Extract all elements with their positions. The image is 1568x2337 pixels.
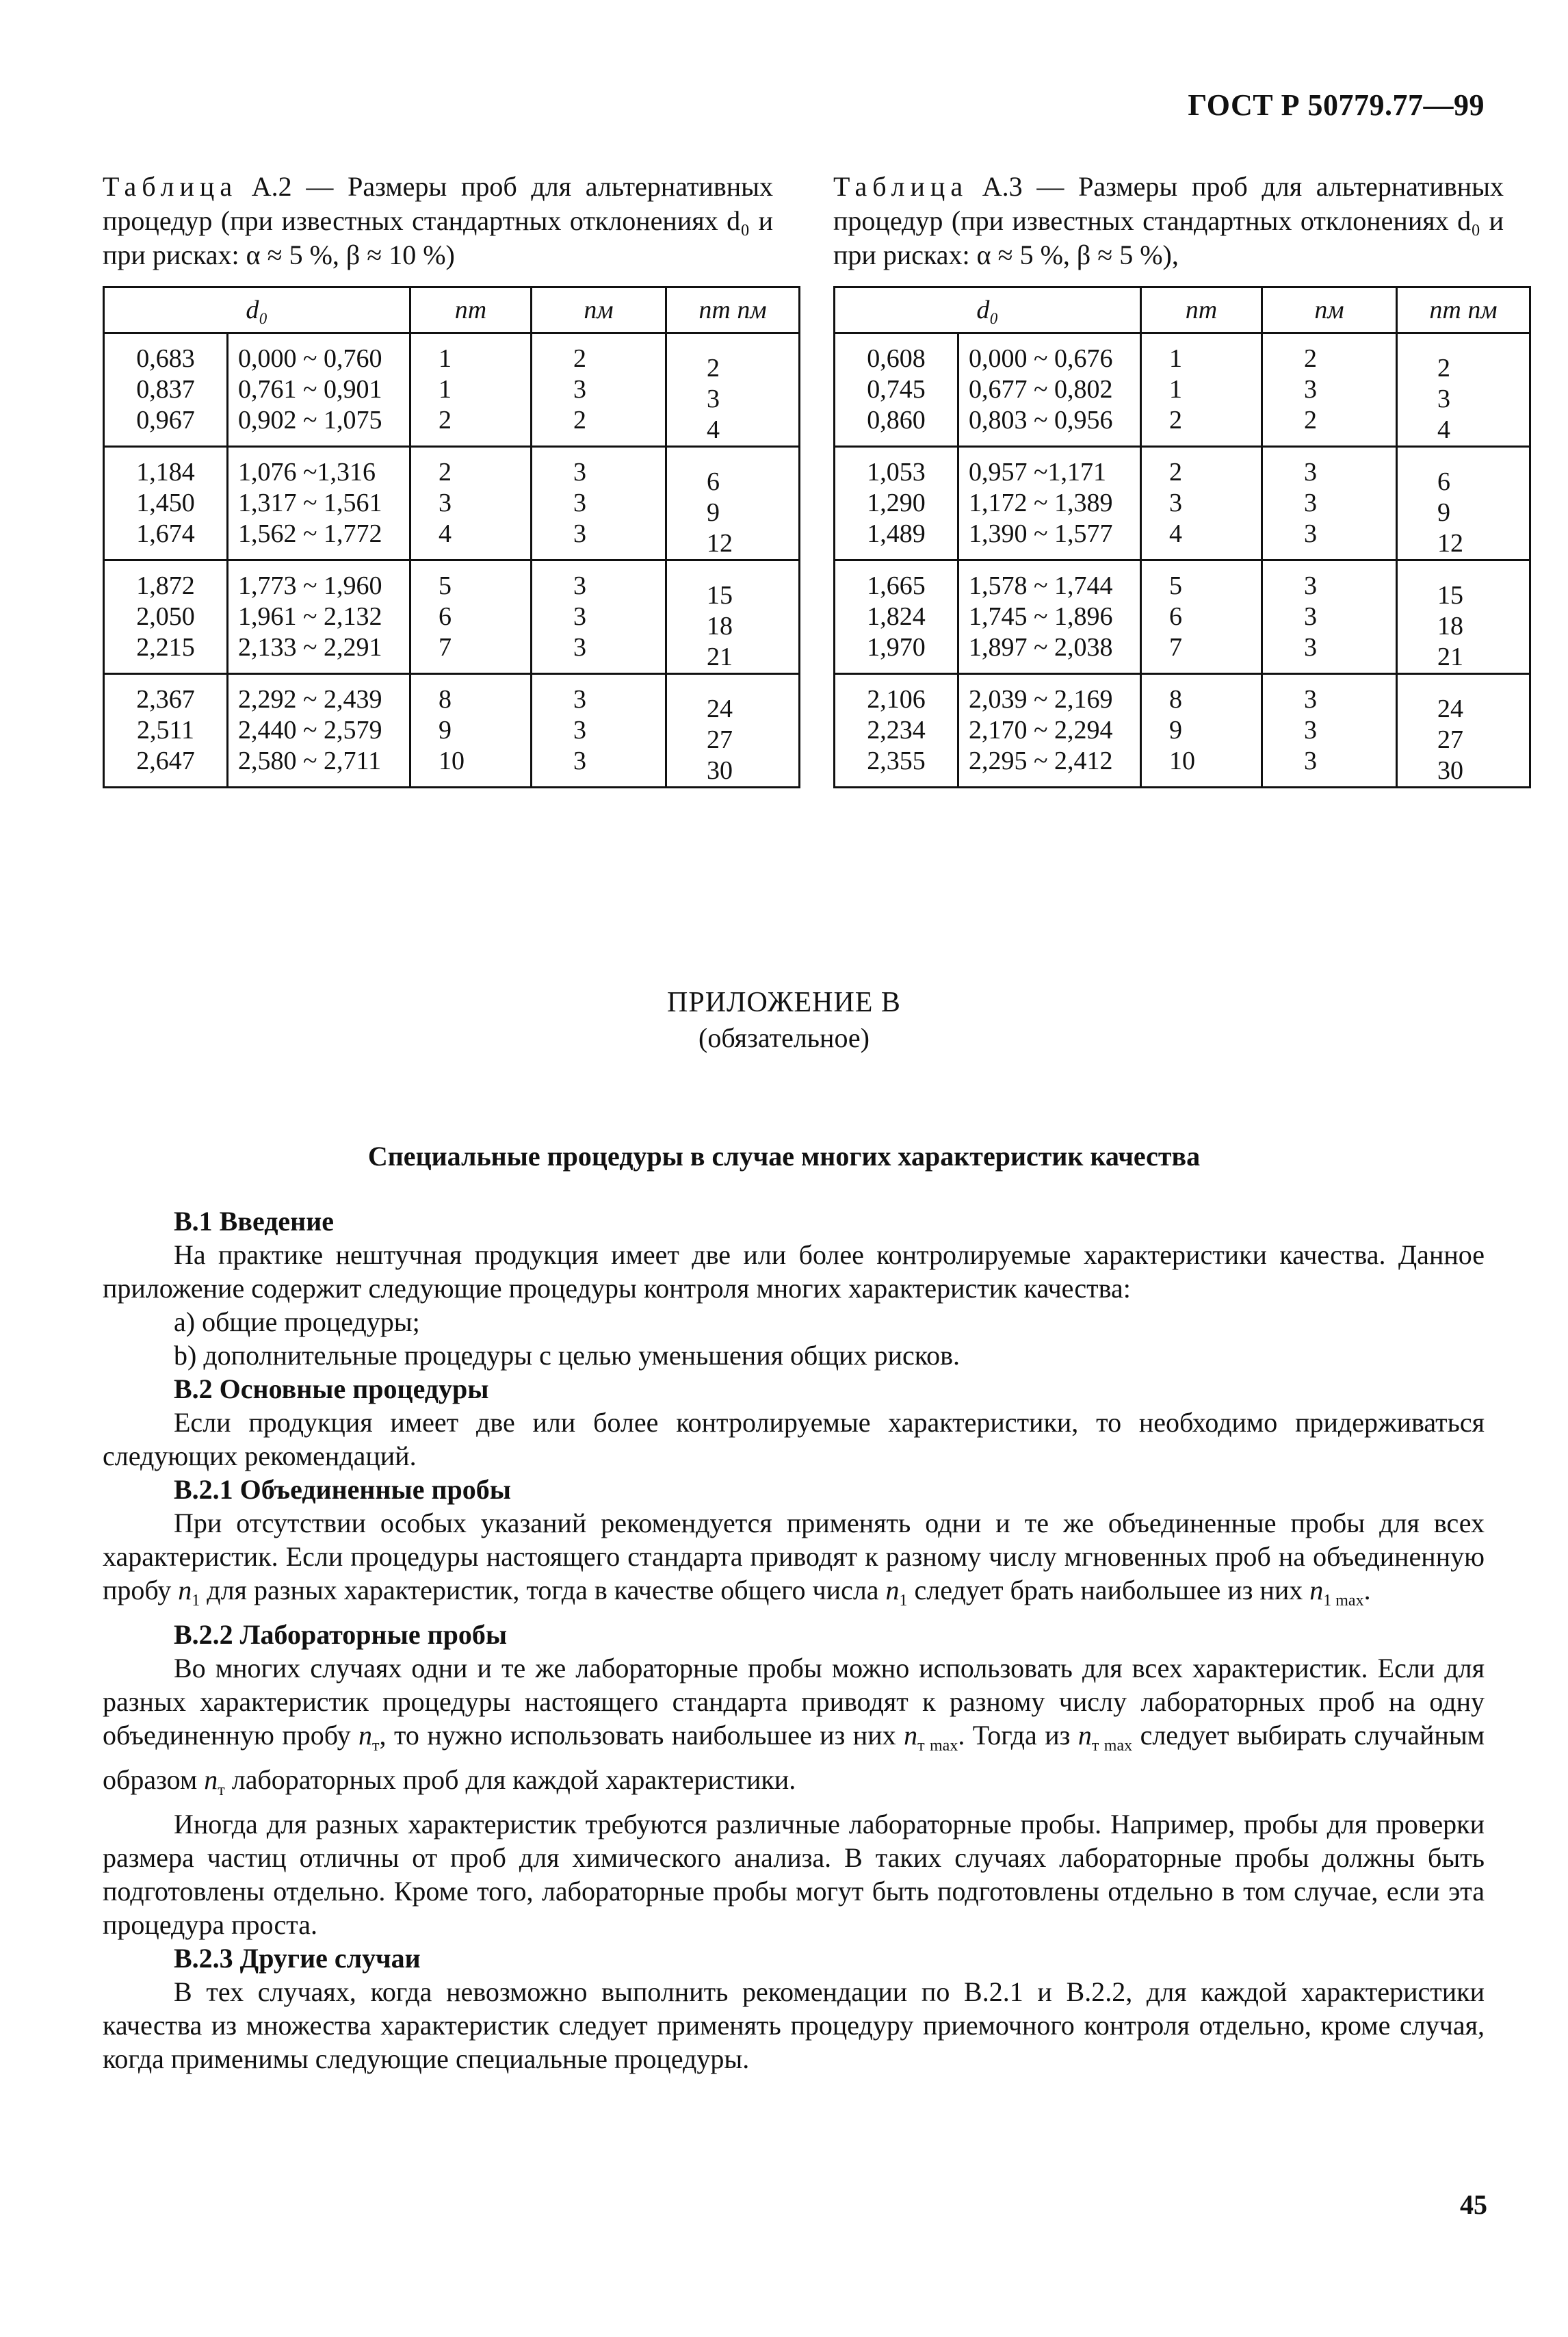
cell-value: 18 <box>1437 612 1463 641</box>
table-cell-nm <box>1262 674 1397 788</box>
cell-value: 2,367 <box>136 685 195 714</box>
cell-value: 30 <box>1437 756 1463 785</box>
cell-value: 2 <box>707 354 720 383</box>
cell-value: 1,290 <box>867 489 926 517</box>
cell-value: 2,215 <box>136 633 195 662</box>
table-cell-prod <box>666 674 800 788</box>
cell-value: 3 <box>1304 747 1317 775</box>
cell-value: 2,170 ~ 2,294 <box>969 716 1113 745</box>
table-cell-nt <box>1141 447 1262 560</box>
table-a2 <box>103 286 800 788</box>
cell-value: 5 <box>1169 571 1182 600</box>
cell-value: 0,837 <box>136 375 195 404</box>
cell-value: 24 <box>1437 695 1463 723</box>
heading-b21: В.2.1 Объединенные пробы <box>174 1474 512 1505</box>
cell-value: 27 <box>707 725 733 754</box>
cell-value: 3 <box>573 375 586 404</box>
table-cell-nt <box>1141 560 1262 674</box>
cell-value: 1,665 <box>867 571 926 600</box>
cell-value: 0,608 <box>867 344 926 373</box>
cell-value: 6 <box>1437 467 1450 496</box>
cell-value: 1,897 ~ 2,038 <box>969 633 1113 662</box>
cell-value: 1,562 ~ 1,772 <box>238 519 382 548</box>
cell-value: 6 <box>707 467 720 496</box>
table-cell-prod <box>1397 333 1530 447</box>
table-cell-prod <box>666 333 800 447</box>
header-d0: d₀ <box>835 287 1141 333</box>
cell-value: 4 <box>1437 415 1450 444</box>
cell-value: 2,292 ~ 2,439 <box>238 685 382 714</box>
cell-value: 1,053 <box>867 458 926 487</box>
cell-value: 4 <box>1169 519 1182 548</box>
cell-value: 2 <box>1437 354 1450 383</box>
cell-value: 9 <box>1169 716 1182 745</box>
cell-value: 1,970 <box>867 633 926 662</box>
cell-value: 3 <box>1304 489 1317 517</box>
table-row <box>104 447 800 560</box>
header-d0: d₀ <box>104 287 410 333</box>
standard-header: ГОСТ Р 50779.77—99 <box>1188 88 1485 122</box>
paragraph-b2: Если продукция имеет две или более контролируемые характеристики, то необходимо придерживаться следующих рекомендаций. <box>103 1407 1485 1471</box>
cell-value: 3 <box>1304 571 1317 600</box>
cell-value: 3 <box>1304 375 1317 404</box>
body-text <box>103 1204 1485 2076</box>
table-row <box>104 560 800 674</box>
table-cell-range <box>958 333 1141 447</box>
cell-value: 0,902 ~ 1,075 <box>238 406 382 435</box>
cell-value: 8 <box>439 685 452 714</box>
table-a3-caption <box>833 170 1504 272</box>
cell-value: 3 <box>573 747 586 775</box>
table-cell-d0 <box>835 333 958 447</box>
cell-value: 1,450 <box>136 489 195 517</box>
table-cell-d0 <box>835 560 958 674</box>
list-item-a: а) общие процедуры; <box>174 1306 420 1337</box>
cell-value: 1,961 ~ 2,132 <box>238 602 382 631</box>
cell-value: 10 <box>1169 747 1195 775</box>
table-cell-range <box>228 333 410 447</box>
cell-value: 0,000 ~ 0,676 <box>969 344 1113 373</box>
table-cell-range <box>228 674 410 788</box>
cell-value: 1,773 ~ 1,960 <box>238 571 382 600</box>
table-cell-prod <box>666 447 800 560</box>
table-row <box>835 674 1530 788</box>
cell-value: 2,050 <box>136 602 195 631</box>
table-row <box>835 333 1530 447</box>
paragraph-b22-1: Во многих случаях одни и те же лабораторные пробы можно использовать для всех характеристик. Если для разных характеристик процедуры настоящего стандарта приводят к разному числу лабораторных проб на одну объединенную пробу $n_т$, то нужно использовать наибольшее из них $n_{т max}$. Тогда из $n_{т max}$ следует выбирать случайным образом $n_т$ лабораторных проб для каждой характеристики. <box>103 1653 1485 1799</box>
cell-value: 1,076 ~1,316 <box>238 458 376 487</box>
table-row <box>835 560 1530 674</box>
cell-value: 15 <box>707 581 733 610</box>
cell-value: 3 <box>573 716 586 745</box>
table-a2-caption-prefix: Таблица <box>103 171 238 202</box>
table-cell-nm <box>1262 333 1397 447</box>
table-cell-d0 <box>104 674 228 788</box>
table-header-row <box>835 287 1530 333</box>
cell-value: 2,511 <box>136 716 195 745</box>
cell-value: 1,184 <box>136 458 195 487</box>
cell-value: 2 <box>439 458 452 487</box>
cell-value: 2,106 <box>867 685 926 714</box>
heading-b23: В.2.3 Другие случаи <box>174 1943 421 1974</box>
table-header-row <box>104 287 800 333</box>
table-a3-caption-prefix: Таблица <box>833 171 969 202</box>
cell-value: 0,803 ~ 0,956 <box>969 406 1113 435</box>
table-cell-prod <box>1397 560 1530 674</box>
table-cell-nm <box>532 333 666 447</box>
table-cell-nt <box>410 447 532 560</box>
heading-b2: В.2 Основные процедуры <box>174 1373 489 1404</box>
cell-value: 2,295 ~ 2,412 <box>969 747 1113 775</box>
cell-value: 4 <box>439 519 452 548</box>
cell-value: 10 <box>439 747 465 775</box>
cell-value: 12 <box>707 529 733 558</box>
table-cell-prod <box>1397 447 1530 560</box>
cell-value: 2,440 ~ 2,579 <box>238 716 382 745</box>
paragraph-b22-2: Иногда для разных характеристик требуются различные лабораторные пробы. Например, пробы для проверки размера частиц отличны от проб для химического анализа. В таких случаях лабораторные пробы должны быть подготовлены отдельно. Кроме того, лабораторные пробы могут быть подготовлены отдельно в том случае, если эта процедура проста. <box>103 1809 1485 1940</box>
cell-value: 3 <box>573 519 586 548</box>
cell-value: 5 <box>439 571 452 600</box>
table-cell-range <box>228 447 410 560</box>
header-nt: nт <box>410 287 532 333</box>
cell-value: 1,745 ~ 1,896 <box>969 602 1113 631</box>
cell-value: 2 <box>573 406 586 435</box>
cell-value: 1,578 ~ 1,744 <box>969 571 1113 600</box>
header-nt-nm: nт nм <box>666 287 800 333</box>
table-cell-nt <box>410 674 532 788</box>
table-cell-range <box>228 560 410 674</box>
cell-value: 1 <box>439 344 452 373</box>
appendix-title: ПРИЛОЖЕНИЕ В <box>667 987 901 1018</box>
header-nt-nm: nт nм <box>1397 287 1530 333</box>
table-cell-nm <box>1262 447 1397 560</box>
cell-value: 7 <box>439 633 452 662</box>
cell-value: 3 <box>1304 519 1317 548</box>
cell-value: 12 <box>1437 529 1463 558</box>
cell-value: 21 <box>1437 643 1463 671</box>
cell-value: 6 <box>1169 602 1182 631</box>
table-cell-prod <box>1397 674 1530 788</box>
table-row <box>835 447 1530 560</box>
section-title: Специальные процедуры в случае многих характеристик качества <box>367 1141 1201 1172</box>
cell-value: 3 <box>1304 602 1317 631</box>
cell-value: 9 <box>707 498 720 527</box>
cell-value: 2 <box>1304 406 1317 435</box>
cell-value: 2,580 ~ 2,711 <box>238 747 382 775</box>
cell-value: 2,647 <box>136 747 195 775</box>
cell-value: 0,745 <box>867 375 926 404</box>
cell-value: 7 <box>1169 633 1182 662</box>
cell-value: 2 <box>439 406 452 435</box>
cell-value: 3 <box>573 571 586 600</box>
cell-value: 3 <box>1304 458 1317 487</box>
cell-value: 2,133 ~ 2,291 <box>238 633 382 662</box>
cell-value: 1 <box>1169 344 1182 373</box>
cell-value: 2,234 <box>867 716 926 745</box>
cell-value: 3 <box>439 489 452 517</box>
cell-value: 2,355 <box>867 747 926 775</box>
cell-value: 2 <box>573 344 586 373</box>
cell-value: 1,674 <box>136 519 195 548</box>
table-a3-caption-number: А.3 <box>982 171 1023 202</box>
cell-value: 3 <box>707 385 720 413</box>
cell-value: 6 <box>439 602 452 631</box>
cell-value: 0,860 <box>867 406 926 435</box>
cell-value: 9 <box>439 716 452 745</box>
header-nm: nм <box>1262 287 1397 333</box>
cell-value: 27 <box>1437 725 1463 754</box>
table-cell-nt <box>410 333 532 447</box>
cell-value: 0,761 ~ 0,901 <box>238 375 382 404</box>
table-cell-prod <box>666 560 800 674</box>
table-cell-d0 <box>835 447 958 560</box>
table-row <box>104 674 800 788</box>
heading-b1: В.1 Введение <box>174 1206 335 1237</box>
cell-value: 3 <box>573 489 586 517</box>
header-nt: nт <box>1141 287 1262 333</box>
list-item-b: b) дополнительные процедуры с целью уменьшения общих рисков. <box>174 1340 961 1371</box>
cell-value: 0,967 <box>136 406 195 435</box>
table-a3-body <box>835 333 1530 788</box>
cell-value: 0,683 <box>136 344 195 373</box>
cell-value: 21 <box>707 643 733 671</box>
table-cell-nm <box>532 447 666 560</box>
paragraph-b1: На практике нештучная продукция имеет две или более контролируемые характеристики качества. Данное приложение содержит следующие процедуры контроля многих характеристик качества: <box>103 1239 1485 1304</box>
table-a2-caption <box>103 170 773 272</box>
cell-value: 1 <box>1169 375 1182 404</box>
paragraph-b23: В тех случаях, когда невозможно выполнить рекомендации по В.2.1 и В.2.2, для каждой характеристики качества из множества характеристик следует применять процедуру приемочного контроля отдельно, кроме случая, когда применимы следующие специальные процедуры. <box>103 1976 1485 2074</box>
cell-value: 3 <box>1437 385 1450 413</box>
paragraph-b21: При отсутствии особых указаний рекомендуется применять одни и те же объединенные пробы для всех характеристик. Если процедуры настоящего стандарта приводят к разному числу мгновенных проб на объединенную пробу $n_1$ для разных характеристик, тогда в качестве общего числа $n_1$ следует брать наибольшее из них $n_{1 max}$. <box>103 1508 1485 1610</box>
cell-value: 3 <box>573 685 586 714</box>
appendix-subtitle: (обязательное) <box>698 1022 870 1053</box>
table-row <box>104 333 800 447</box>
cell-value: 2 <box>1169 458 1182 487</box>
cell-value: 3 <box>1304 633 1317 662</box>
cell-value: 3 <box>573 633 586 662</box>
table-cell-nm <box>532 674 666 788</box>
cell-value: 1 <box>439 375 452 404</box>
cell-value: 9 <box>1437 498 1450 527</box>
cell-value: 0,957 ~1,171 <box>969 458 1107 487</box>
cell-value: 24 <box>707 695 733 723</box>
cell-value: 15 <box>1437 581 1463 610</box>
table-cell-d0 <box>835 674 958 788</box>
cell-value: 1,172 ~ 1,389 <box>969 489 1113 517</box>
table-cell-nt <box>1141 333 1262 447</box>
cell-value: 1,872 <box>136 571 195 600</box>
table-cell-range <box>958 674 1141 788</box>
table-cell-nt <box>410 560 532 674</box>
cell-value: 2 <box>1169 406 1182 435</box>
table-a2-caption-number: А.2 <box>251 171 292 202</box>
table-cell-nm <box>532 560 666 674</box>
table-a3-caption-text: — Размеры проб для альтернативных процедур (при известных стандартных отклонениях d₀ и при рисках: α ≈ 5 %, β ≈ 5 %), <box>833 171 1504 270</box>
table-cell-d0 <box>104 560 228 674</box>
cell-value: 3 <box>573 458 586 487</box>
cell-value: 3 <box>1304 685 1317 714</box>
cell-value: 0,000 ~ 0,760 <box>238 344 382 373</box>
cell-value: 1,317 ~ 1,561 <box>238 489 382 517</box>
heading-b22: В.2.2 Лабораторные пробы <box>174 1619 508 1650</box>
cell-value: 3 <box>1169 489 1182 517</box>
table-cell-nt <box>1141 674 1262 788</box>
cell-value: 0,677 ~ 0,802 <box>969 375 1113 404</box>
cell-value: 1,390 ~ 1,577 <box>969 519 1113 548</box>
cell-value: 2 <box>1304 344 1317 373</box>
header-nm: nм <box>532 287 666 333</box>
cell-value: 1,824 <box>867 602 926 631</box>
cell-value: 3 <box>1304 716 1317 745</box>
table-cell-nm <box>1262 560 1397 674</box>
cell-value: 8 <box>1169 685 1182 714</box>
table-cell-d0 <box>104 447 228 560</box>
table-a2-body <box>104 333 800 788</box>
table-cell-range <box>958 447 1141 560</box>
cell-value: 3 <box>573 602 586 631</box>
cell-value: 30 <box>707 756 733 785</box>
table-cell-range <box>958 560 1141 674</box>
cell-value: 1,489 <box>867 519 926 548</box>
table-cell-d0 <box>104 333 228 447</box>
cell-value: 2,039 ~ 2,169 <box>969 685 1113 714</box>
cell-value: 18 <box>707 612 733 641</box>
cell-value: 4 <box>707 415 720 444</box>
table-a3 <box>833 286 1531 788</box>
table-a2-caption-text: — Размеры проб для альтернативных процедур (при известных стандартных отклонениях d₀ и при рисках: α ≈ 5 %, β ≈ 10 %) <box>103 171 774 270</box>
page-number: 45 <box>1460 2189 1487 2220</box>
